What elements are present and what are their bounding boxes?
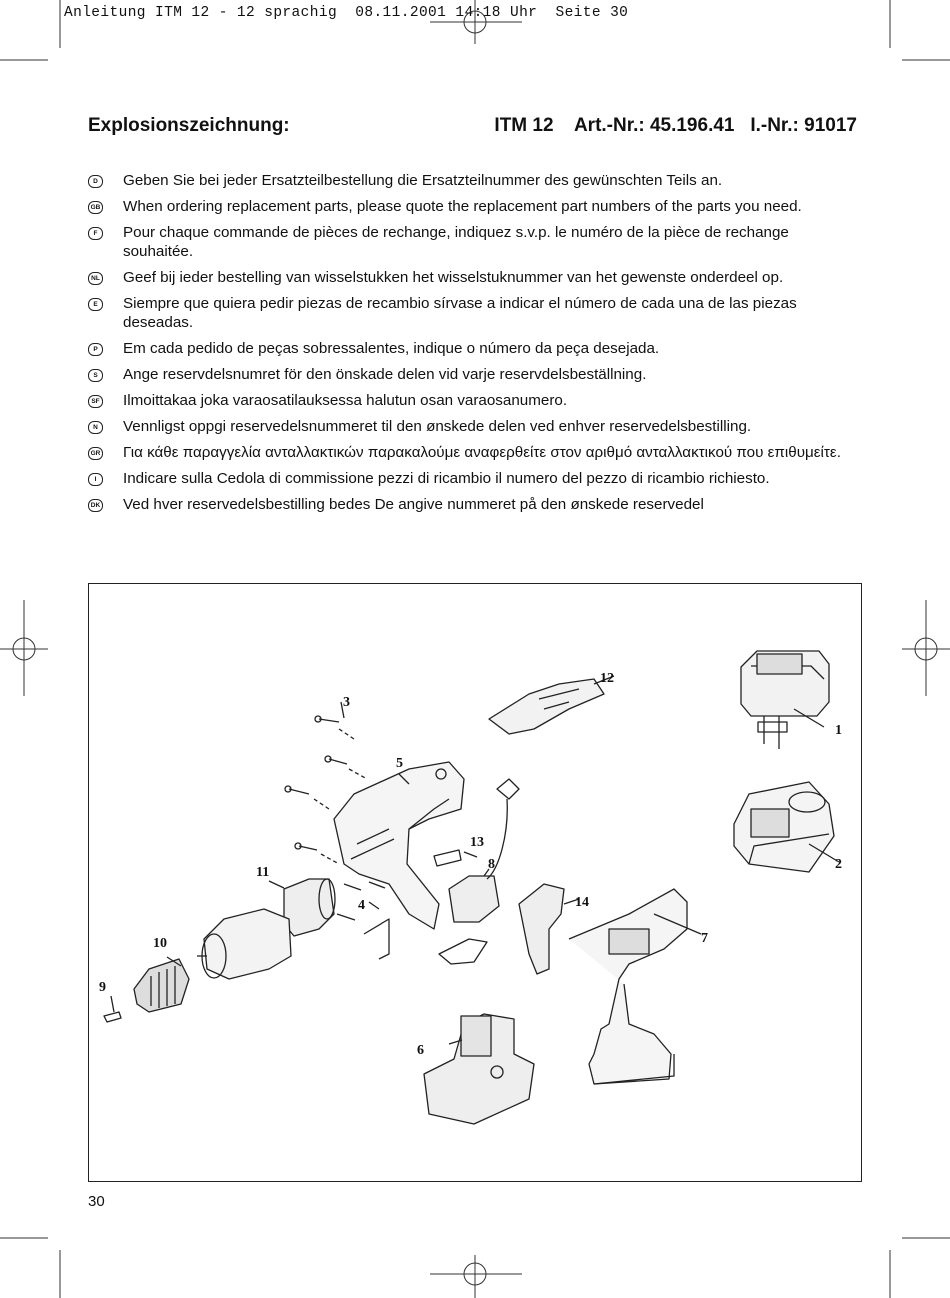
instruction-text: Indicare sulla Cedola di commissione pezzi di ricambio il numero del pezzo di ricambio richiesto. — [123, 470, 770, 487]
part-label: 1 — [835, 723, 842, 738]
part-label: 13 — [470, 835, 484, 850]
language-badge: GR — [88, 447, 103, 460]
instruction-text: Vennligst oppgi reservedelsnummeret til den ønskede delen ved enhver reservedelsbestilling. — [123, 418, 752, 435]
housing-half-part — [334, 762, 464, 959]
instruction-text: Ved hver reservedelsbestilling bedes De angive nummeret på den ønskede reservedel — [123, 496, 704, 513]
instruction-row — [88, 294, 848, 332]
charging-base-part — [734, 782, 834, 872]
instruction-text: Ange reservdelsnumret för den önskade delen vid varje reservdelsbeställning. — [123, 366, 647, 383]
instruction-row — [88, 417, 848, 436]
part-label: 14 — [575, 895, 589, 910]
instruction-row — [88, 391, 848, 410]
instruction-row — [88, 495, 848, 514]
instruction-text: Ilmoittakaa joka varaosatilauksessa halutun osan varaosanumero. — [123, 392, 568, 409]
language-badge: D — [88, 175, 103, 188]
part-label: 8 — [488, 857, 495, 872]
instruction-text: Siempre que quiera pedir piezas de recambio sírvase a indicar el número de cada una de las piezas deseadas. — [123, 295, 797, 331]
page-number: 30 — [88, 1193, 105, 1210]
part-label: 6 — [417, 1043, 424, 1058]
language-badge: NL — [88, 272, 103, 285]
top-cover-part — [489, 679, 604, 734]
instruction-row — [88, 171, 848, 190]
instruction-text: Pour chaque commande de pièces de rechange, indiquez s.v.p. le numéro de la pièce de rechange souhaitée. — [123, 224, 789, 260]
instruction-row — [88, 223, 848, 261]
page-title: Explosionszeichnung: — [88, 115, 290, 136]
language-badge: F — [88, 227, 103, 240]
instruction-row — [88, 339, 848, 358]
instruction-row — [88, 365, 848, 384]
part-label: 4 — [358, 898, 365, 913]
language-badge: DK — [88, 499, 103, 512]
language-badge: GB — [88, 201, 103, 214]
part-label: 3 — [343, 695, 350, 710]
part-label: 11 — [256, 865, 270, 880]
instruction-text: Geben Sie bei jeder Ersatzteilbestellung die Ersatzteilnummer des gewünschten Teils an. — [123, 172, 723, 189]
language-badge: N — [88, 421, 103, 434]
battery-part — [424, 1014, 534, 1124]
language-badge: S — [88, 369, 103, 382]
instruction-row — [88, 469, 848, 488]
instruction-text: When ordering replacement parts, please quote the replacement part numbers of the parts you need. — [123, 198, 802, 215]
language-badge: I — [88, 473, 103, 486]
instruction-row — [88, 443, 848, 462]
print-slug: Anleitung ITM 12 - 12 sprachig 08.11.2001 14:18 Uhr Seite 30 — [64, 5, 629, 21]
instruction-text: Geef bij ieder bestelling van wisselstukken het wisselstuknummer van het gewenste onderdeel op. — [123, 269, 784, 286]
part-label: 12 — [600, 671, 614, 686]
exploded-view-drawing — [89, 584, 861, 1181]
language-badge: SF — [88, 395, 103, 408]
chuck-part — [104, 959, 189, 1022]
part-label: 2 — [835, 857, 842, 872]
part-label: 9 — [99, 980, 106, 995]
model-info: ITM 12 Art.-Nr.: 45.196.41 I.-Nr.: 91017 — [494, 115, 857, 136]
grip-part — [519, 884, 564, 974]
housing-half-right-part — [569, 889, 687, 1084]
language-badge: P — [88, 343, 103, 356]
instruction-text: Για κάθε παραγγελία ανταλλακτικών παρακαλούμε αναφερθείτε στον αριθμό ανταλλακτικού που επιθυμείτε. — [123, 444, 841, 461]
exploded-view-frame — [88, 583, 862, 1182]
part-label: 5 — [396, 756, 403, 771]
language-badge: E — [88, 298, 103, 311]
gearbox-part — [197, 909, 291, 979]
instruction-row — [88, 197, 848, 216]
instruction-row — [88, 268, 848, 287]
instruction-list — [88, 171, 848, 521]
part-label: 10 — [153, 936, 167, 951]
instruction-text: Em cada pedido de peças sobressalentes, indique o número da peça desejada. — [123, 340, 660, 357]
part-label: 7 — [701, 931, 708, 946]
charger-plug-part — [741, 651, 829, 749]
motor-part — [284, 879, 335, 936]
